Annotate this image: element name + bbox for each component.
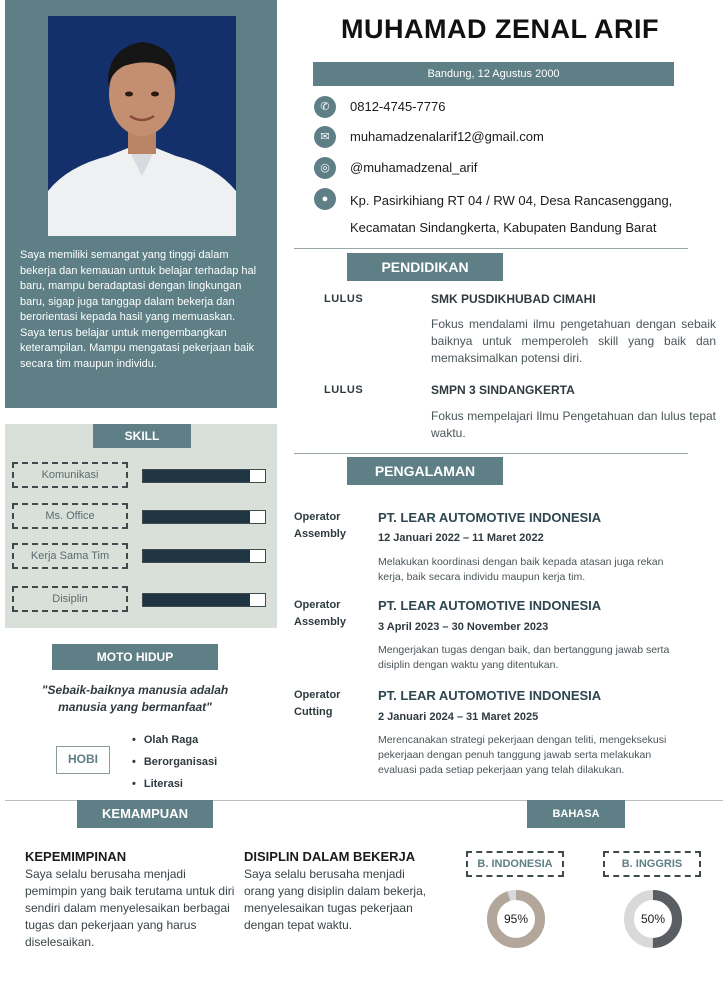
exp-desc: Mengerjakan tugas dengan baik, dan bertanggung jawab serta disiplin dengan waktu yang ditentukan. [378,644,670,671]
skill-heading: SKILL [93,424,191,448]
language-label: B. INDONESIA [466,851,564,877]
skill-label: Ms. Office [12,503,128,529]
ability-text: Saya selalu berusaha menjadi orang yang disiplin dalam bekerja, menyelesaikan tugas pekerjaan dengan tepat waktu. [244,867,427,932]
pendidikan-heading: PENDIDIKAN [347,253,503,281]
edu-status: LULUS [324,293,364,305]
exp-company: PT. LEAR AUTOMOTIVE INDONESIA [378,510,602,525]
edu-school: SMPN 3 SINDANGKERTA [431,383,575,397]
pengalaman-heading: PENGALAMAN [347,457,503,485]
exp-desc: Melakukan koordinasi dengan baik kepada atasan juga rekan kerja, baik secara individu maupun kerja tim. [378,556,664,583]
hobi-item: • Literasi [132,776,217,798]
email-address: muhamadzenalarif12@gmail.com [350,129,544,144]
bahasa-heading: BAHASA [527,800,625,828]
language-donut [485,888,547,950]
exp-company: PT. LEAR AUTOMOTIVE INDONESIA [378,688,602,703]
edu-school: SMK PUSDIKHUBAD CIMAHI [431,292,596,306]
location-icon: ● [314,188,336,210]
divider [294,248,688,249]
hobi-list [132,732,217,798]
skill-bar [142,469,266,483]
moto-heading: MOTO HIDUP [52,644,218,670]
about-text: Saya memiliki semangat yang tinggi dalam bekerja dan kemauan untuk belajar terhadap hal baru, mampu beradaptasi dengan lingkungan baru, sigap juga tanggap dalam bekerja dan berorientasi kepada hasil yang memuaskan. Saya terus belajar untuk mengembangkan keterampilan. Mampu mengatasi pekerjaan baik secara tim maupun individu. [20,249,257,370]
skill-bar-fill [143,470,250,482]
email-icon: ✉ [314,126,336,148]
phone-number: 0812-4745-7776 [350,99,446,114]
profile-photo [48,16,236,236]
exp-role: Operator Assembly [294,599,346,628]
exp-date: 2 Januari 2024 – 31 Maret 2025 [378,711,539,723]
skill-bar-fill [143,550,250,562]
birth-info: Bandung, 12 Agustus 2000 [313,62,674,86]
instagram-icon: ◎ [314,157,336,179]
skill-bar-fill [143,594,250,606]
address-line2: Kecamatan Sindangkerta, Kabupaten Bandung Barat [350,220,657,235]
hobi-label: HOBI [56,746,110,774]
page-title: MUHAMAD ZENAL ARIF [341,14,659,44]
skill-label: Disiplin [12,586,128,612]
donut-percent: 50% [640,912,666,926]
exp-role: Operator Cutting [294,689,341,718]
exp-date: 3 April 2023 – 30 November 2023 [378,621,549,633]
exp-date: 12 Januari 2022 – 11 Maret 2022 [378,532,544,544]
skill-label: Kerja Sama Tim [12,543,128,569]
donut-percent: 95% [503,912,529,926]
skill-bar [142,593,266,607]
moto-text: "Sebaik-baiknya manusia adalah manusia yang bermanfaat" [41,683,229,714]
hobi-item: • Olah Raga [132,732,217,754]
divider [294,453,688,454]
skill-bar [142,510,266,524]
exp-role: Operator Assembly [294,511,346,540]
language-label: B. INGGRIS [603,851,701,877]
edu-desc: Fokus mempelajari Ilmu Pengetahuan dan lulus tepat waktu. [431,409,716,440]
hobi-item: • Berorganisasi [132,754,217,776]
exp-desc: Merencanakan strategi pekerjaan dengan teliti, mengeksekusi pekerjaan dengan penuh tanggung jawab serta melakukan evaluasi pada setiap pekerjaan yang telah dilakukan. [378,734,667,776]
kemampuan-heading: KEMAMPUAN [77,800,213,828]
edu-desc: Fokus mendalami ilmu pengetahuan dengan sebaik baiknya untuk memperoleh skill yang baik dan memaksimalkan potensi diri. [431,317,716,365]
ability-title: KEPEMIMPINAN [25,849,127,864]
person-portrait-icon [48,16,236,236]
language-donut [622,888,684,950]
exp-company: PT. LEAR AUTOMOTIVE INDONESIA [378,598,602,613]
ability-text: Saya selalu berusaha menjadi pemimpin yang baik terutama untuk diri sendiri dalam menyelesaikan berbagai tugas dan pekerjaan yang harus diselesaikan. [25,867,235,949]
whatsapp-icon: ✆ [314,96,336,118]
skill-bar-fill [143,511,250,523]
instagram-handle: @muhamadzenal_arif [350,160,478,175]
skill-label: Komunikasi [12,462,128,488]
address-line1: Kp. Pasirkihiang RT 04 / RW 04, Desa Rancasenggang, [350,193,673,208]
edu-status: LULUS [324,384,364,396]
skill-bar [142,549,266,563]
ability-title: DISIPLIN DALAM BEKERJA [244,849,416,864]
